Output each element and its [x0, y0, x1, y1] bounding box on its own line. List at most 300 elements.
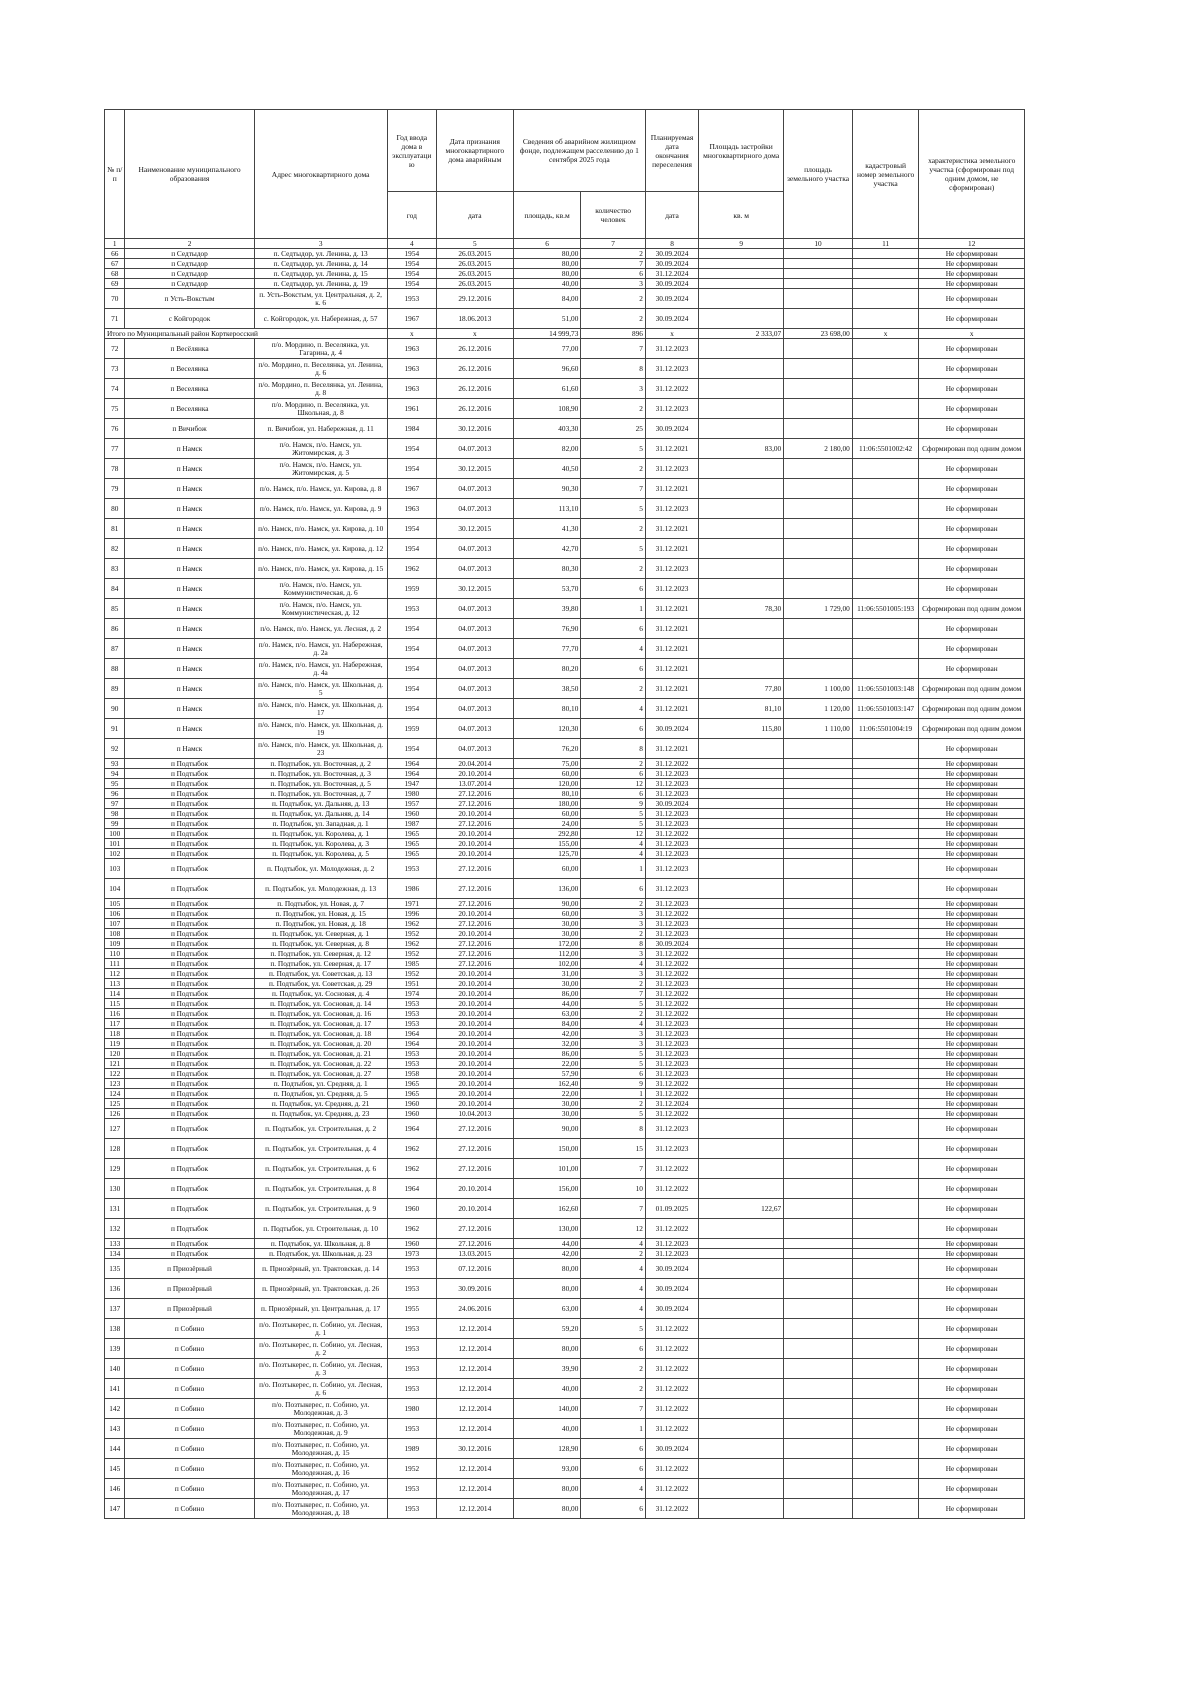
row-number-cell: 126 [105, 1109, 125, 1119]
municipality-cell: п Намск [125, 699, 254, 719]
municipality-cell: п Намск [125, 479, 254, 499]
col-header-emergency-date: Дата признания многоквартирного дома аварийным [436, 110, 513, 192]
planned-date-cell: 31.12.2023 [645, 779, 698, 789]
municipality-cell: п Подтыбок [125, 899, 254, 909]
land-characteristic-cell: Не сформирован [919, 919, 1025, 929]
table-header [105, 110, 1025, 249]
table-row [105, 619, 1025, 639]
emergency-date-cell: 20.10.2014 [436, 839, 513, 849]
land-area-cell [784, 1239, 853, 1249]
cadastral-number-cell [852, 1159, 919, 1179]
address-cell: п. Подтыбок, ул. Западная, д. 1 [254, 819, 387, 829]
row-number-cell: 121 [105, 1059, 125, 1069]
building-area-cell [699, 459, 784, 479]
cadastral-number-cell [852, 1059, 919, 1069]
building-area-cell [699, 1499, 784, 1519]
building-area-cell [699, 1119, 784, 1139]
building-area-cell [699, 659, 784, 679]
land-area-cell [784, 289, 853, 309]
area-sqm-cell: 180,00 [513, 799, 581, 809]
cadastral-number-cell [852, 1139, 919, 1159]
col-header-cadastral-number: кадастровый номер земельного участка [852, 110, 919, 239]
cadastral-number-cell [852, 539, 919, 559]
area-sqm-cell: 82,00 [513, 439, 581, 459]
table-row [105, 1199, 1025, 1219]
total-cadastral-number: x [852, 329, 919, 339]
land-area-cell [784, 1009, 853, 1019]
building-area-cell [699, 989, 784, 999]
address-cell: п. Подтыбок, ул. Дальняя, д. 14 [254, 809, 387, 819]
commission-year-cell: 1962 [387, 1139, 436, 1159]
land-characteristic-cell: Не сформирован [919, 579, 1025, 599]
land-area-cell [784, 899, 853, 909]
municipality-cell: п Намск [125, 519, 254, 539]
row-number-cell: 125 [105, 1099, 125, 1109]
row-number-cell: 138 [105, 1319, 125, 1339]
row-number-cell: 135 [105, 1259, 125, 1279]
commission-year-cell: 1980 [387, 1399, 436, 1419]
people-count-cell: 5 [581, 1049, 646, 1059]
planned-date-cell: 31.12.2022 [645, 1319, 698, 1339]
table-row [105, 759, 1025, 769]
planned-date-cell: 31.12.2022 [645, 1499, 698, 1519]
commission-year-cell: 1954 [387, 259, 436, 269]
emergency-date-cell: 04.07.2013 [436, 699, 513, 719]
emergency-date-cell: 20.10.2014 [436, 1089, 513, 1099]
people-count-cell: 2 [581, 979, 646, 989]
emergency-date-cell: 12.12.2014 [436, 1459, 513, 1479]
municipality-cell: с Койгородок [125, 309, 254, 329]
row-number-cell: 68 [105, 269, 125, 279]
building-area-cell [699, 1099, 784, 1109]
commission-year-cell: 1964 [387, 1119, 436, 1139]
table-row [105, 1419, 1025, 1439]
address-cell: п. Подтыбок, ул. Королева, д. 3 [254, 839, 387, 849]
municipality-cell: п Подтыбок [125, 1249, 254, 1259]
address-cell: п. Подтыбок, ул. Советская, д. 13 [254, 969, 387, 979]
commission-year-cell: 1953 [387, 1339, 436, 1359]
area-sqm-cell: 86,00 [513, 1049, 581, 1059]
cadastral-number-cell: 11:06:5501005:193 [852, 599, 919, 619]
people-count-cell: 9 [581, 799, 646, 809]
people-count-cell: 4 [581, 839, 646, 849]
emergency-date-cell: 20.10.2014 [436, 849, 513, 859]
planned-date-cell: 31.12.2021 [645, 739, 698, 759]
land-characteristic-cell: Не сформирован [919, 1219, 1025, 1239]
area-sqm-cell: 292,80 [513, 829, 581, 839]
land-characteristic-cell: Не сформирован [919, 1089, 1025, 1099]
row-number-cell: 113 [105, 979, 125, 989]
land-area-cell [784, 1199, 853, 1219]
emergency-date-cell: 04.07.2013 [436, 659, 513, 679]
planned-date-cell: 30.09.2024 [645, 259, 698, 269]
municipality-cell: п Подтыбок [125, 1079, 254, 1089]
land-area-cell [784, 1339, 853, 1359]
building-area-cell [699, 959, 784, 969]
row-number-cell: 112 [105, 969, 125, 979]
address-cell: п/о. Позтыкерес, п. Собино, ул. Молодежная, д. 18 [254, 1499, 387, 1519]
building-area-cell [699, 499, 784, 519]
row-number-cell: 99 [105, 819, 125, 829]
people-count-cell: 3 [581, 1029, 646, 1039]
people-count-cell: 5 [581, 499, 646, 519]
land-area-cell [784, 859, 853, 879]
commission-year-cell: 1984 [387, 419, 436, 439]
people-count-cell: 25 [581, 419, 646, 439]
people-count-cell: 7 [581, 989, 646, 999]
emergency-date-cell: 04.07.2013 [436, 479, 513, 499]
emergency-date-cell: 13.07.2014 [436, 779, 513, 789]
land-characteristic-cell: Не сформирован [919, 519, 1025, 539]
area-sqm-cell: 24,00 [513, 819, 581, 829]
address-cell: п. Усть-Вокстым, ул. Центральная, д. 2, к. 6 [254, 289, 387, 309]
cadastral-number-cell [852, 639, 919, 659]
address-cell: п/о. Намск, п/о. Намск, ул. Школьная, д. 19 [254, 719, 387, 739]
municipality-cell: п Подтыбок [125, 819, 254, 829]
land-characteristic-cell: Не сформирован [919, 829, 1025, 839]
municipality-cell: п Намск [125, 559, 254, 579]
cadastral-number-cell [852, 309, 919, 329]
cadastral-number-cell [852, 249, 919, 259]
building-area-cell [699, 1239, 784, 1249]
row-number-cell: 141 [105, 1379, 125, 1399]
building-area-cell [699, 559, 784, 579]
commission-year-cell: 1953 [387, 1359, 436, 1379]
area-sqm-cell: 93,00 [513, 1459, 581, 1479]
building-area-cell: 81,10 [699, 699, 784, 719]
cadastral-number-cell [852, 1089, 919, 1099]
commission-year-cell: 1962 [387, 919, 436, 929]
address-cell: п. Подтыбок, ул. Сосновая, д. 16 [254, 1009, 387, 1019]
area-sqm-cell: 150,00 [513, 1139, 581, 1159]
people-count-cell: 2 [581, 1009, 646, 1019]
land-area-cell [784, 459, 853, 479]
building-area-cell: 122,67 [699, 1199, 784, 1219]
column-number-cell: 5 [436, 239, 513, 249]
area-sqm-cell: 84,00 [513, 289, 581, 309]
municipality-cell: п Собино [125, 1439, 254, 1459]
land-area-cell [784, 559, 853, 579]
table-row [105, 739, 1025, 759]
col-header-land-area: площадь земельного участка [784, 110, 853, 239]
cadastral-number-cell [852, 769, 919, 779]
commission-year-cell: 1963 [387, 359, 436, 379]
row-number-cell: 124 [105, 1089, 125, 1099]
planned-date-cell: 30.09.2024 [645, 799, 698, 809]
commission-year-cell: 1960 [387, 1109, 436, 1119]
emergency-date-cell: 27.12.2016 [436, 949, 513, 959]
emergency-date-cell: 04.07.2013 [436, 639, 513, 659]
people-count-cell: 5 [581, 539, 646, 559]
land-characteristic-cell: Не сформирован [919, 899, 1025, 909]
building-area-cell [699, 579, 784, 599]
people-count-cell: 5 [581, 999, 646, 1009]
cadastral-number-cell [852, 819, 919, 829]
address-cell: п. Подтыбок, ул. Северная, д. 1 [254, 929, 387, 939]
column-number-cell: 10 [784, 239, 853, 249]
municipality-cell: п Собино [125, 1399, 254, 1419]
table-row [105, 459, 1025, 479]
address-cell: п. Приозёрный, ул. Центральная, д. 17 [254, 1299, 387, 1319]
land-area-cell [784, 1079, 853, 1089]
commission-year-cell: 1965 [387, 1079, 436, 1089]
row-number-cell: 106 [105, 909, 125, 919]
address-cell: п/о. Намск, п/о. Намск, ул. Школьная, д. 5 [254, 679, 387, 699]
building-area-cell [699, 1459, 784, 1479]
address-cell: п. Подтыбок, ул. Сосновая, д. 22 [254, 1059, 387, 1069]
municipality-cell: п Подтыбок [125, 959, 254, 969]
land-area-cell [784, 1139, 853, 1159]
table-row [105, 829, 1025, 839]
cadastral-number-cell: 11:06:5501002:42 [852, 439, 919, 459]
land-characteristic-cell: Не сформирован [919, 949, 1025, 959]
land-characteristic-cell: Не сформирован [919, 399, 1025, 419]
address-cell: п. Подтыбок, ул. Восточная, д. 5 [254, 779, 387, 789]
table-row [105, 1459, 1025, 1479]
land-area-cell [784, 1109, 853, 1119]
address-cell: п. Подтыбок, ул. Сосновая, д. 27 [254, 1069, 387, 1079]
municipality-cell: п Подтыбок [125, 1009, 254, 1019]
area-sqm-cell: 40,50 [513, 459, 581, 479]
address-cell: п/о. Намск, п/о. Намск, ул. Житомирская, д. 3 [254, 439, 387, 459]
commission-year-cell: 1964 [387, 1039, 436, 1049]
column-number-row [105, 239, 1025, 249]
building-area-cell [699, 839, 784, 849]
emergency-date-cell: 26.03.2015 [436, 249, 513, 259]
address-cell: п. Подтыбок, ул. Строительная, д. 4 [254, 1139, 387, 1159]
building-area-cell [699, 479, 784, 499]
cadastral-number-cell [852, 1279, 919, 1299]
building-area-cell [699, 1279, 784, 1299]
cadastral-number-cell [852, 1039, 919, 1049]
building-area-cell: 77,80 [699, 679, 784, 699]
commission-year-cell: 1954 [387, 269, 436, 279]
emergency-date-cell: 12.12.2014 [436, 1479, 513, 1499]
planned-date-cell: 31.12.2022 [645, 1009, 698, 1019]
emergency-date-cell: 26.12.2016 [436, 339, 513, 359]
emergency-date-cell: 26.12.2016 [436, 399, 513, 419]
people-count-cell: 8 [581, 739, 646, 759]
address-cell: п. Подтыбок, ул. Строительная, д. 6 [254, 1159, 387, 1179]
people-count-cell: 7 [581, 339, 646, 359]
planned-date-cell: 31.12.2022 [645, 959, 698, 969]
planned-date-cell: 31.12.2023 [645, 499, 698, 519]
building-area-cell [699, 949, 784, 959]
sub-header-sq-m: кв. м [699, 192, 784, 239]
table-row [105, 559, 1025, 579]
land-area-cell [784, 1059, 853, 1069]
row-number-cell: 69 [105, 279, 125, 289]
planned-date-cell: 30.09.2024 [645, 419, 698, 439]
cadastral-number-cell [852, 1359, 919, 1379]
planned-date-cell: 31.12.2022 [645, 1459, 698, 1479]
address-cell: п/о. Позтыкерес, п. Собино, ул. Лесная, д. 3 [254, 1359, 387, 1379]
building-area-cell [699, 269, 784, 279]
commission-year-cell: 1963 [387, 499, 436, 519]
table-row [105, 1479, 1025, 1499]
land-characteristic-cell: Не сформирован [919, 1279, 1025, 1299]
municipality-cell: п Подтыбок [125, 1089, 254, 1099]
land-area-cell [784, 379, 853, 399]
commission-year-cell: 1953 [387, 289, 436, 309]
area-sqm-cell: 90,30 [513, 479, 581, 499]
building-area-cell [699, 859, 784, 879]
land-characteristic-cell: Не сформирован [919, 1019, 1025, 1029]
municipality-cell: п Собино [125, 1419, 254, 1439]
area-sqm-cell: 125,70 [513, 849, 581, 859]
people-count-cell: 3 [581, 909, 646, 919]
cadastral-number-cell [852, 1259, 919, 1279]
commission-year-cell: 1980 [387, 789, 436, 799]
planned-date-cell: 31.12.2021 [645, 679, 698, 699]
table-row [105, 979, 1025, 989]
municipality-cell: п Подтыбок [125, 929, 254, 939]
emergency-date-cell: 20.10.2014 [436, 969, 513, 979]
cadastral-number-cell [852, 999, 919, 1009]
people-count-cell: 15 [581, 1139, 646, 1159]
people-count-cell: 3 [581, 919, 646, 929]
commission-year-cell: 1963 [387, 339, 436, 359]
municipality-cell: п Подтыбок [125, 809, 254, 819]
col-header-municipality: Наименование муниципального образования [125, 110, 254, 239]
table-row [105, 479, 1025, 499]
municipality-cell: п Вичибож [125, 419, 254, 439]
building-area-cell: 115,80 [699, 719, 784, 739]
people-count-cell: 1 [581, 599, 646, 619]
building-area-cell [699, 1399, 784, 1419]
building-area-cell [699, 1079, 784, 1089]
row-number-cell: 127 [105, 1119, 125, 1139]
planned-date-cell: 31.12.2022 [645, 829, 698, 839]
address-cell: п. Подтыбок, ул. Северная, д. 12 [254, 949, 387, 959]
land-characteristic-cell: Не сформирован [919, 1499, 1025, 1519]
municipality-cell: п Седтыдор [125, 249, 254, 259]
land-characteristic-cell: Не сформирован [919, 1259, 1025, 1279]
address-cell: п. Подтыбок, ул. Восточная, д. 3 [254, 769, 387, 779]
table-row [105, 499, 1025, 519]
municipality-cell: п Собино [125, 1479, 254, 1499]
land-characteristic-cell: Не сформирован [919, 809, 1025, 819]
row-number-cell: 111 [105, 959, 125, 969]
emergency-date-cell: 13.03.2015 [436, 1249, 513, 1259]
people-count-cell: 5 [581, 1109, 646, 1119]
land-characteristic-cell: Не сформирован [919, 819, 1025, 829]
cadastral-number-cell [852, 919, 919, 929]
commission-year-cell: 1967 [387, 309, 436, 329]
address-cell: п. Подтыбок, ул. Средняя, д. 1 [254, 1079, 387, 1089]
building-area-cell [699, 259, 784, 269]
people-count-cell: 3 [581, 379, 646, 399]
municipality-cell: п Усть-Вокстым [125, 289, 254, 309]
area-sqm-cell: 96,60 [513, 359, 581, 379]
area-sqm-cell: 31,00 [513, 969, 581, 979]
building-area-cell [699, 249, 784, 259]
land-characteristic-cell: Не сформирован [919, 909, 1025, 919]
people-count-cell: 5 [581, 1319, 646, 1339]
emergency-date-cell: 04.07.2013 [436, 559, 513, 579]
row-number-cell: 130 [105, 1179, 125, 1199]
planned-date-cell: 31.12.2022 [645, 949, 698, 959]
commission-year-cell: 1965 [387, 829, 436, 839]
land-area-cell [784, 799, 853, 809]
commission-year-cell: 1951 [387, 979, 436, 989]
planned-date-cell: 30.09.2024 [645, 249, 698, 259]
municipality-cell: п Подтыбок [125, 799, 254, 809]
row-number-cell: 73 [105, 359, 125, 379]
area-sqm-cell: 403,30 [513, 419, 581, 439]
area-sqm-cell: 44,00 [513, 999, 581, 1009]
people-count-cell: 6 [581, 1499, 646, 1519]
row-number-cell: 136 [105, 1279, 125, 1299]
commission-year-cell: 1987 [387, 819, 436, 829]
table-row [105, 639, 1025, 659]
table-row [105, 1339, 1025, 1359]
land-characteristic-cell: Не сформирован [919, 1339, 1025, 1359]
building-area-cell [699, 1029, 784, 1039]
land-characteristic-cell: Не сформирован [919, 1299, 1025, 1319]
people-count-cell: 2 [581, 289, 646, 309]
land-area-cell [784, 879, 853, 899]
municipality-cell: п Подтыбок [125, 1029, 254, 1039]
address-cell: п. Подтыбок, ул. Северная, д. 8 [254, 939, 387, 949]
land-characteristic-cell: Не сформирован [919, 1439, 1025, 1459]
commission-year-cell: 1954 [387, 439, 436, 459]
land-area-cell [784, 1379, 853, 1399]
commission-year-cell: 1953 [387, 1059, 436, 1069]
people-count-cell: 4 [581, 1239, 646, 1249]
table-row [105, 959, 1025, 969]
emergency-date-cell: 30.12.2016 [436, 419, 513, 439]
address-cell: п/о. Намск, п/о. Намск, ул. Житомирская, д. 5 [254, 459, 387, 479]
land-characteristic-cell: Не сформирован [919, 289, 1025, 309]
people-count-cell: 2 [581, 249, 646, 259]
emergency-date-cell: 20.10.2014 [436, 1059, 513, 1069]
people-count-cell: 6 [581, 719, 646, 739]
commission-year-cell: 1953 [387, 1499, 436, 1519]
planned-date-cell: 01.09.2025 [645, 1199, 698, 1219]
land-area-cell [784, 1039, 853, 1049]
land-characteristic-cell: Не сформирован [919, 559, 1025, 579]
planned-date-cell: 31.12.2022 [645, 1399, 698, 1419]
municipality-cell: п Подтыбок [125, 839, 254, 849]
municipality-cell: п Намск [125, 739, 254, 759]
municipality-cell: п Седтыдор [125, 269, 254, 279]
land-area-cell [784, 829, 853, 839]
building-area-cell [699, 799, 784, 809]
cadastral-number-cell [852, 879, 919, 899]
row-number-cell: 129 [105, 1159, 125, 1179]
total-emergency-date: x [436, 329, 513, 339]
cadastral-number-cell [852, 839, 919, 849]
address-cell: п. Подтыбок, ул. Строительная, д. 2 [254, 1119, 387, 1139]
address-cell: п/о. Намск, п/о. Намск, ул. Набережная, д. 4а [254, 659, 387, 679]
municipality-cell: п Подтыбок [125, 879, 254, 899]
area-sqm-cell: 30,00 [513, 979, 581, 989]
table-row [105, 999, 1025, 1009]
address-cell: п/о. Позтыкерес, п. Собино, ул. Лесная, д. 2 [254, 1339, 387, 1359]
people-count-cell: 1 [581, 859, 646, 879]
commission-year-cell: 1952 [387, 929, 436, 939]
address-cell: п. Седтыдор, ул. Ленина, д. 13 [254, 249, 387, 259]
table-row [105, 949, 1025, 959]
people-count-cell: 2 [581, 1379, 646, 1399]
address-cell: п/о. Намск, п/о. Намск, ул. Кирова, д. 12 [254, 539, 387, 559]
table-row [105, 929, 1025, 939]
emergency-date-cell: 27.12.2016 [436, 899, 513, 909]
area-sqm-cell: 60,00 [513, 769, 581, 779]
building-area-cell [699, 899, 784, 909]
table-row [105, 1139, 1025, 1159]
